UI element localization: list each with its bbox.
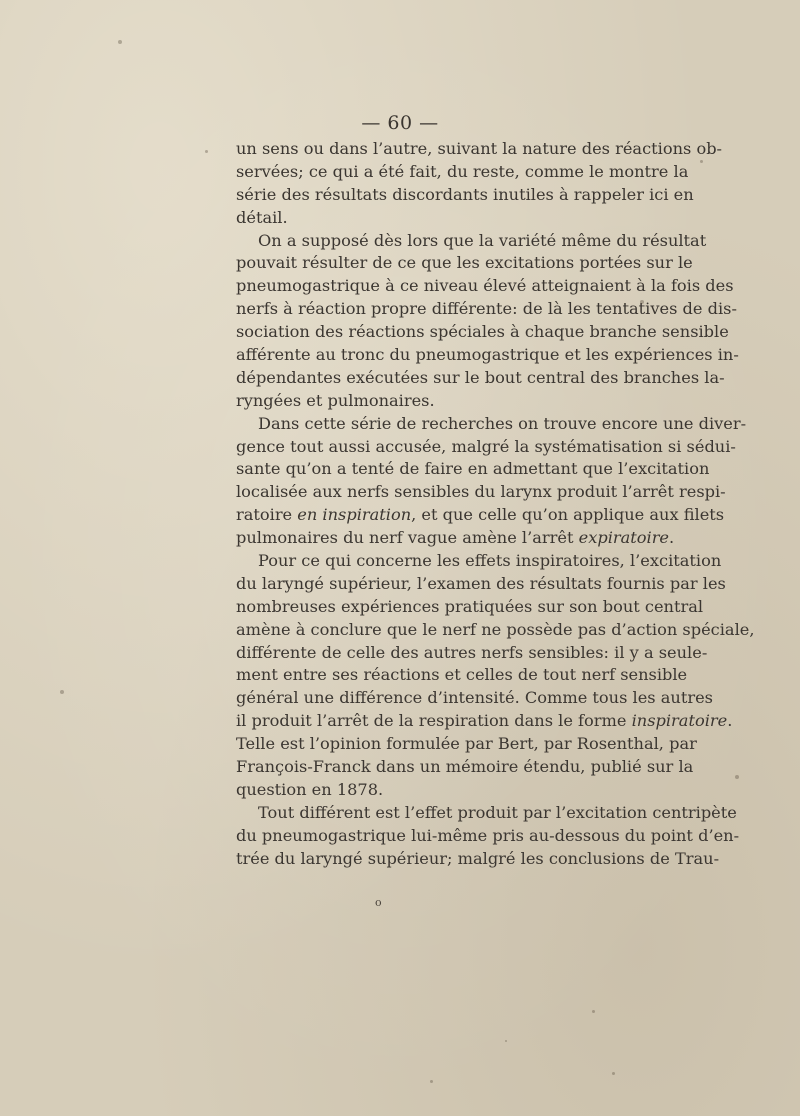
text-line: question en 1878. <box>236 779 384 799</box>
italic-term: expiratoire <box>578 528 670 548</box>
text-line: Dans cette série de recherches on trouve encore une diver- <box>258 413 747 433</box>
text-line <box>236 710 733 733</box>
text-line: sante qu’on a tenté de faire en admettant que l’excitation <box>236 459 710 479</box>
paper-speck <box>430 1080 433 1083</box>
text-line: localisée aux nerfs sensibles du larynx produit l’arrêt respi- <box>236 482 726 502</box>
text-line: Tout différent est l’effet produit par l’excitation centripète <box>258 802 737 822</box>
italic-term: en inspiration <box>297 505 412 525</box>
text-line: François-Franck dans un mémoire étendu, publié sur la <box>236 757 694 777</box>
paragraph <box>236 802 740 871</box>
text-run: . <box>727 711 733 731</box>
text-line: ment entre ses réactions et celles de tout nerf sensible <box>236 665 688 685</box>
text-line: gence tout aussi accusée, malgré la systématisation si sédui- <box>236 436 736 456</box>
text-line: du laryngé supérieur, l’examen des résultats fournis par les <box>236 573 726 593</box>
text-line: Telle est l’opinion formulée par Bert, par Rosenthal, par <box>236 734 697 754</box>
text-line: un sens ou dans l’autre, suivant la nature des réactions ob- <box>236 139 723 158</box>
printer-mark: o <box>375 896 382 909</box>
text-line: du pneumogastrique lui-même pris au-dessous du point d’en- <box>236 825 740 845</box>
text-line: détail. <box>236 207 288 227</box>
text-line: différente de celle des autres nerfs sensibles: il y a seule- <box>236 642 708 662</box>
text-line: pouvait résulter de ce que les excitations portées sur le <box>236 253 693 273</box>
text-line: Pour ce qui concerne les effets inspiratoires, l’excitation <box>258 551 722 571</box>
paper-speck <box>60 690 64 694</box>
text-line: On a supposé dès lors que la variété même du résultat <box>258 230 707 250</box>
text-line: nerfs à réaction propre différente: de là les tentatives de dis- <box>236 299 737 319</box>
paper-speck <box>612 1072 615 1075</box>
text-line: trée du laryngé supérieur; malgré les conclusions de Trau- <box>236 848 720 868</box>
paper-speck <box>118 40 122 44</box>
paragraph <box>236 230 739 413</box>
text-run: ratoire <box>236 505 298 525</box>
paper-speck <box>700 160 703 163</box>
text-line <box>236 504 725 527</box>
text-line: général une différence d’intensité. Comme tous les autres <box>236 688 713 708</box>
text-line: nombreuses expériences pratiquées sur son bout central <box>236 596 704 616</box>
text-run: . <box>669 528 675 548</box>
text-line: dépendantes exécutées sur le bout central des branches la- <box>236 367 725 387</box>
text-line: pneumogastrique à ce niveau élevé atteignaient à la fois des <box>236 276 734 296</box>
page-number: — 60 — <box>361 112 439 134</box>
text-line <box>236 527 682 550</box>
paper-speck <box>592 1010 595 1013</box>
text-run: pulmonaires du nerf vague amène l’arrêt <box>236 528 579 548</box>
paragraph <box>236 413 747 550</box>
text-run: , et que celle qu’on applique aux filets <box>411 505 725 525</box>
text-line: amène à conclure que le nerf ne possède pas d’action spéciale, <box>236 619 755 639</box>
text-line: sociation des réactions spéciales à chaque branche sensible <box>236 322 729 342</box>
text-line: ryngées et pulmonaires. <box>236 390 435 410</box>
text-run: il produit l’arrêt de la respiration dans le forme <box>236 711 632 731</box>
paragraph <box>236 138 723 230</box>
paper-speck <box>505 1040 507 1042</box>
text-line: afférente au tronc du pneumogastrique et les expériences in- <box>236 345 739 365</box>
italic-term: inspiratoire <box>631 711 728 731</box>
paragraph <box>236 550 755 802</box>
paper-speck <box>640 300 644 304</box>
paper-speck <box>205 150 208 153</box>
body-text <box>236 138 755 871</box>
text-line: série des résultats discordants inutiles à rappeler ici en <box>236 184 694 204</box>
paper-speck <box>735 775 739 779</box>
text-line: servées; ce qui a été fait, du reste, comme le montre la <box>236 161 689 181</box>
